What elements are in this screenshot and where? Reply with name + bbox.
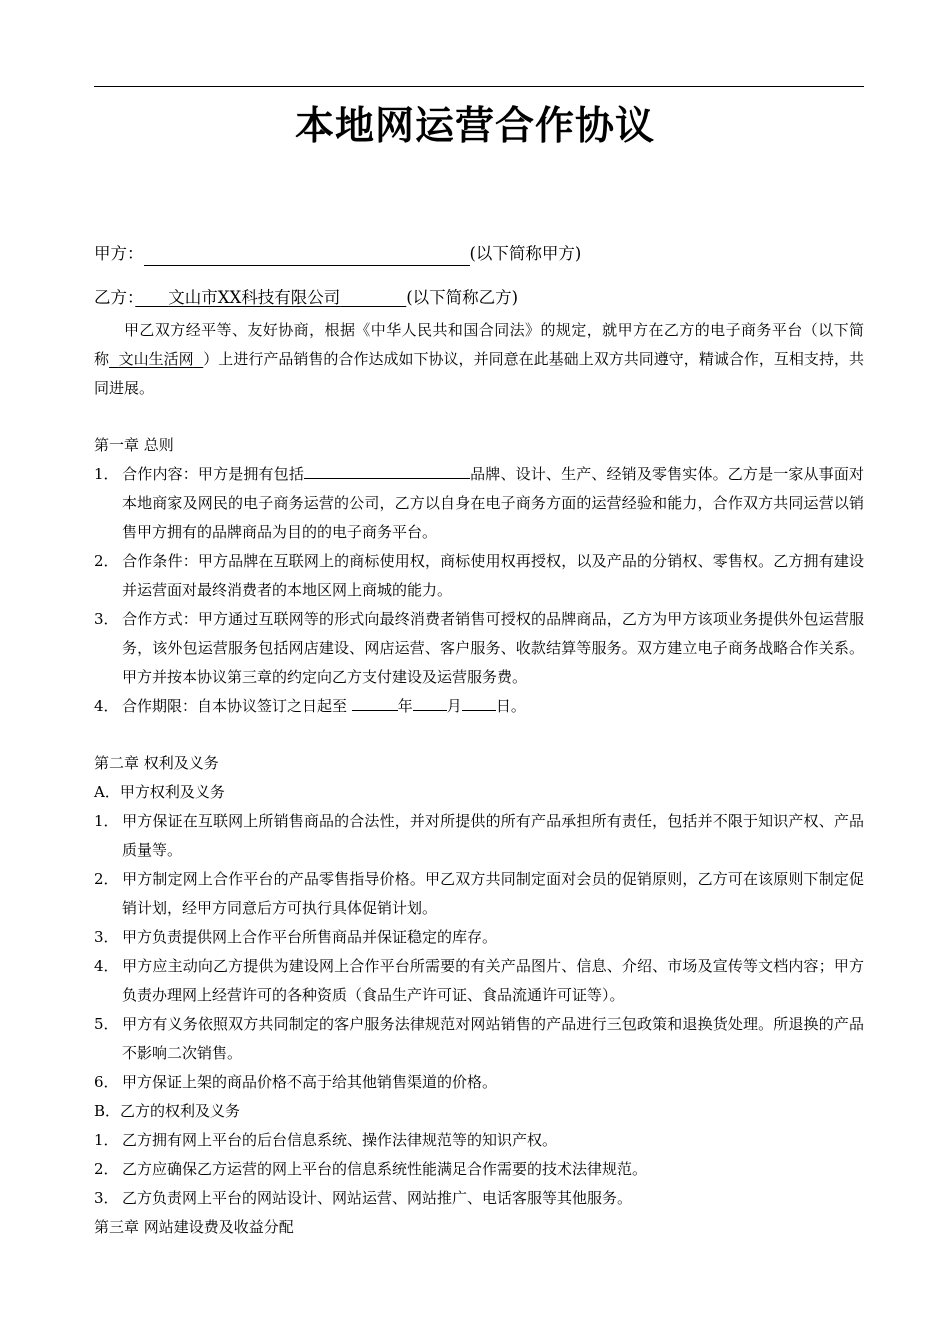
party-a-label: 甲方： xyxy=(94,244,144,263)
section-b-item: 1． 乙方拥有网上平台的后台信息系统、操作法律规范等的知识产权。 xyxy=(94,1131,558,1149)
section-a-item: 6． 甲方保证上架的商品价格不高于给其他销售渠道的价格。 xyxy=(94,1073,498,1091)
month-blank[interactable] xyxy=(413,695,447,711)
party-a-suffix: (以下简称甲方) xyxy=(469,244,582,263)
party-b-line xyxy=(94,286,518,310)
section-a-heading: A．甲方权利及义务 xyxy=(94,783,225,801)
intro-paragraph: 甲乙双方经平等、友好协商，根据《中华人民共和国合同法》的规定，就甲方在乙方的电子商务平台（以下简称 文山生活网 ）上进行产品销售的合作达成如下协议，并同意在此基础上双方共同遵守，精诚合作，互相支持，共同进展。 xyxy=(94,321,864,397)
section-b-item: 3． 乙方负责网上平台的网站设计、网站运营、网站推广、电话客服等其他服务。 xyxy=(94,1189,633,1207)
section-a-item: 2． 甲方制定网上合作平台的产品零售指导价格。甲乙双方共同制定面对会员的促销原则，乙方可在该原则下制定促销计划，经甲方同意后方可执行具体促销计划。 xyxy=(94,870,864,917)
document-title: 本地网运营合作协议 xyxy=(294,104,655,149)
chapter-2-heading: 第二章 权利及义务 xyxy=(94,754,219,772)
section-a-item: 3． 甲方负责提供网上合作平台所售商品并保证稳定的库存。 xyxy=(94,928,498,946)
section-a-item: 4． 甲方应主动向乙方提供为建设网上合作平台所需要的有关产品图片、信息、介绍、市场及宣传等文档内容；甲方负责办理网上经营许可的各种资质（食品生产许可证、食品流通许可证等）。 xyxy=(94,957,864,1004)
agreement-body xyxy=(94,316,864,1242)
chapter-1-item-1: 1． 合作内容：甲方是拥有包括 品牌、设计、生产、经销及零售实体。乙方是一家从事面对本地商家及网民的电子商务运营的公司，乙方以自身在电子商务方面的运营经验和能力，合作双方共同运营以销售甲方拥有的品牌商品为目的的电子商务平台。 xyxy=(94,465,864,541)
chapter-1-item-3: 3． 合作方式：甲方通过互联网等的形式向最终消费者销售可授权的品牌商品，乙方为甲方该项业务提供外包运营服务，该外包运营服务包括网店建设、网店运营、客户服务、收款结算等服务。双方建立电子商务战略合作关系。甲方并按本协议第三章的约定向乙方支付建设及运营服务费。 xyxy=(94,610,864,686)
party-b-suffix: (以下简称乙方) xyxy=(406,288,519,307)
chapter-1-item-4: 4． 合作期限：自本协议签订之日起至 年 月 日。 xyxy=(94,697,526,715)
party-a-blank[interactable] xyxy=(144,245,470,266)
platform-name: 文山生活网 xyxy=(118,350,194,368)
year-blank[interactable] xyxy=(352,695,398,711)
chapter-3-heading: 第三章 网站建设费及收益分配 xyxy=(94,1218,294,1236)
section-b-item: 2． 乙方应确保乙方运营的网上平台的信息系统性能满足合作需要的技术法律规范。 xyxy=(94,1160,648,1178)
brand-blank[interactable] xyxy=(304,463,470,479)
day-blank[interactable] xyxy=(462,695,496,711)
party-b-name: 文山市XX科技有限公司 xyxy=(168,288,341,307)
header-rule xyxy=(94,86,864,87)
party-a-line xyxy=(94,242,581,266)
section-a-item: 1． 甲方保证在互联网上所销售商品的合法性，并对所提供的所有产品承担所有责任，包括并不限于知识产权、产品质量等。 xyxy=(94,812,864,859)
chapter-1-item-2: 2． 合作条件：甲方品牌在互联网上的商标使用权，商标使用权再授权，以及产品的分销权、零售权。乙方拥有建设并运营面对最终消费者的本地区网上商城的能力。 xyxy=(94,552,864,599)
section-b-heading: B．乙方的权利及义务 xyxy=(94,1102,241,1120)
chapter-1-heading: 第一章 总则 xyxy=(94,436,174,454)
section-a-item: 5． 甲方有义务依照双方共同制定的客户服务法律规范对网站销售的产品进行三包政策和退换货处理。所退换的产品不影响二次销售。 xyxy=(94,1015,864,1062)
party-b-label: 乙方： xyxy=(94,288,136,307)
